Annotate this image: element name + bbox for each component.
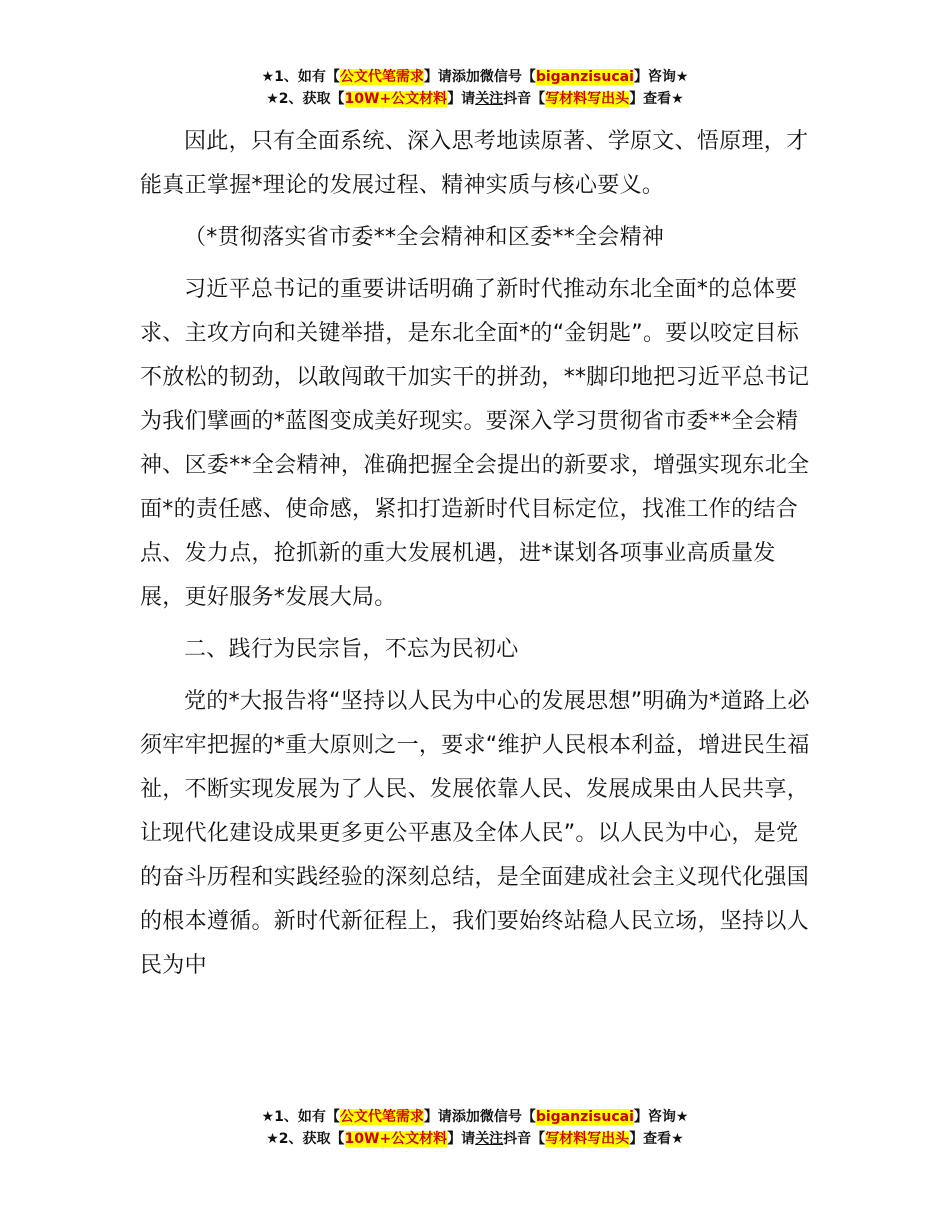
promo-follow-link[interactable]: 关注	[475, 91, 504, 107]
promo-follow-link[interactable]: 关注	[475, 1131, 504, 1147]
section-heading: 二、践行为民宗旨，不忘为民初心	[184, 637, 519, 662]
promo-highlight-douyin: 写材料写出头	[545, 91, 630, 107]
paragraph: 习近平总书记的重要讲话明确了新时代推动东北全面*的总体要求、主攻方向和关键举措，是东北全面*的“金钥匙”。要以咬定目标不放松的韧劲，以敢闯敢干加实干的拼劲，**脚印地把习近平总书记为我们擘画的*蓝图变成美好现实。要深入学习贯彻省市委**全会精神、区委**全会精神，准确把握全会提出的新要求，增强实现东北全面*的责任感、使命感，紧扣打造新时代目标定位，找准工作的结合点、发力点，抢抓新的重大发展机遇，进*谋划各项事业高质量发展，更好服务*发展大局。	[140, 277, 810, 610]
section-heading: （*贯彻落实省市委**全会精神和区委**全会精神	[184, 225, 665, 250]
paragraph: 因此，只有全面系统、深入思考地读原著、学原文、悟原理，才能真正掌握*理论的发展过程、精神实质与核心要义。	[140, 129, 809, 198]
promo-highlight-wechat: biganzisucai	[535, 1109, 634, 1125]
promo-line-2: ★2、获取【10W+公文材料】请关注抖音【写材料写出头】查看★	[266, 1131, 684, 1147]
promo-footer	[0, 1106, 950, 1150]
paragraph: 党的*大报告将“坚持以人民为中心的发展思想”明确为*道路上必须牢牢把握的*重大原则之一，要求“维护人民根本利益，增进民生福祉，不断实现发展为了人民、发展依靠人民、发展成果由人民共享，让现代化建设成果更多更公平惠及全体人民”。以人民为中心，是党的奋斗历程和实践经验的深刻总结，是全面建成社会主义现代化强国的根本遵循。新时代新征程上，我们要始终站稳人民立场，坚持以人民为中	[140, 689, 810, 978]
promo-highlight-wechat: biganzisucai	[535, 69, 634, 85]
promo-highlight-douyin: 写材料写出头	[545, 1131, 630, 1147]
promo-line-2: ★2、获取【10W+公文材料】请关注抖音【写材料写出头】查看★	[266, 91, 684, 107]
promo-highlight-materials: 10W+公文材料	[344, 91, 448, 107]
promo-highlight-service: 公文代笔需求	[339, 1109, 424, 1125]
promo-header	[0, 66, 950, 110]
promo-line-1: ★1、如有【公文代笔需求】请添加微信号【biganzisucai】咨询★	[261, 1109, 689, 1125]
promo-highlight-materials: 10W+公文材料	[344, 1131, 448, 1147]
promo-line-1: ★1、如有【公文代笔需求】请添加微信号【biganzisucai】咨询★	[261, 69, 689, 85]
document-body	[140, 120, 812, 988]
promo-highlight-service: 公文代笔需求	[339, 69, 424, 85]
